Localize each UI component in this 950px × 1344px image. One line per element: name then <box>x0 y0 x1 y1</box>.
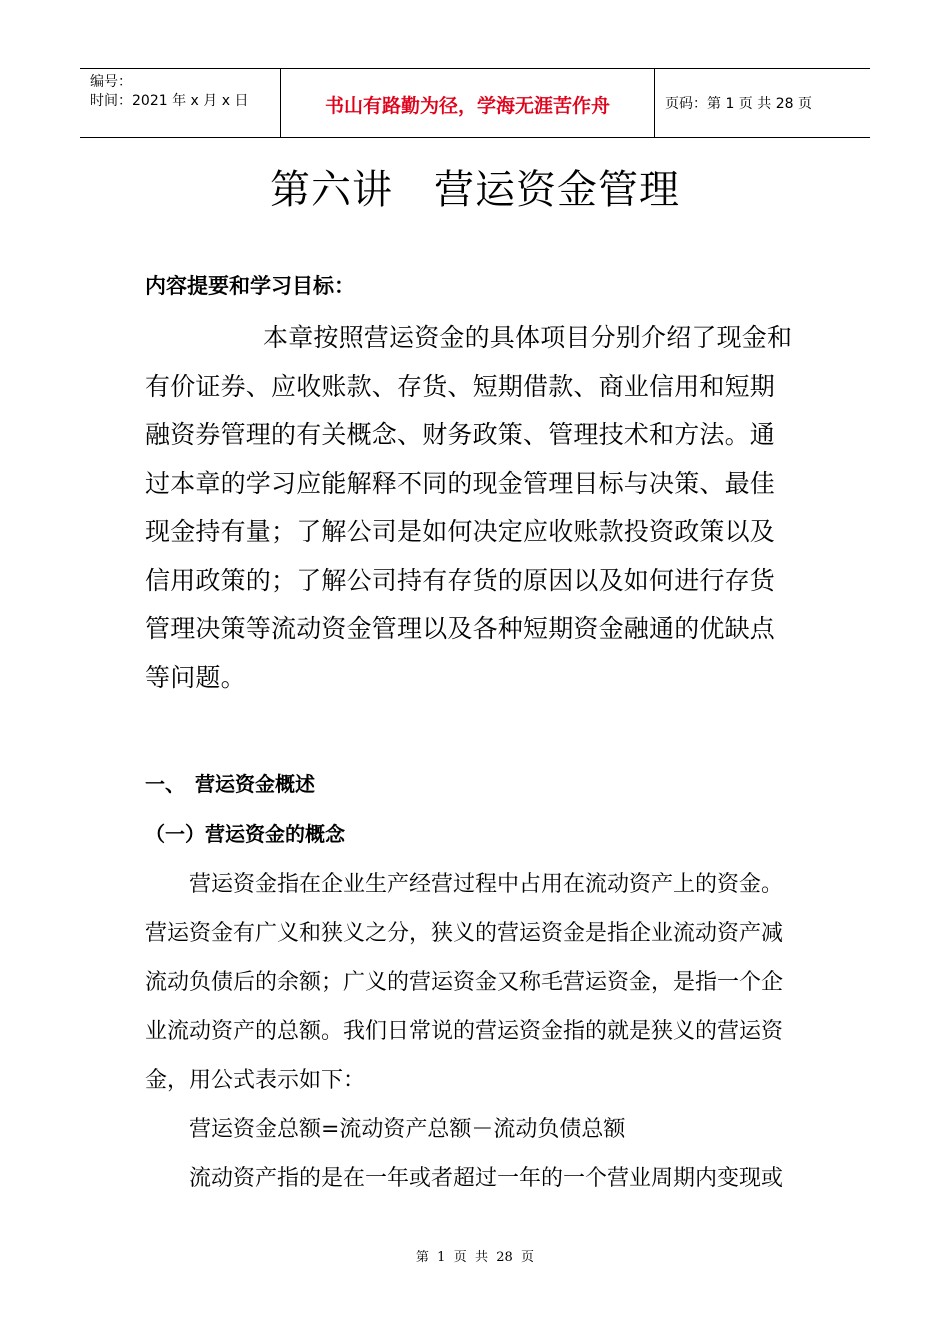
summary-line: 现金持有量；了解公司是如何决定应收账款投资政策以及 <box>145 517 776 546</box>
header-table <box>80 68 870 138</box>
header-info-cell <box>80 69 281 137</box>
number-label: 编号： <box>90 74 132 90</box>
page-label: 页码：第 1 页 共 28 页 <box>665 96 812 112</box>
subsection-heading: （一）营运资金的概念 <box>145 822 345 846</box>
summary-line: 过本章的学习应能解释不同的现金管理目标与决策、最佳 <box>145 468 776 498</box>
body-line: 营运资金有广义和狭义之分，狭义的营运资金是指企业流动资产减 <box>145 921 784 946</box>
summary-line: 等问题。 <box>145 662 246 692</box>
time-label: 时间：2021 年 x 月 x 日 <box>90 93 249 109</box>
body-line: 业流动资产的总额。我们日常说的营运资金指的就是狭义的营运资 <box>145 1019 784 1044</box>
body-line: 流动资产指的是在一年或者超过一年的一个营业周期内变现或 <box>189 1166 784 1191</box>
summary-line: 管理决策等流动资金管理以及各种短期资金融通的优缺点 <box>145 614 776 643</box>
document-title: 第六讲 营运资金管理 <box>270 167 680 213</box>
body-line: 流动负债后的余额；广义的营运资金又称毛营运资金，是指一个企 <box>145 970 784 995</box>
header-motto-cell <box>281 69 655 137</box>
formula-line: 营运资金总额=流动资产总额－流动负债总额 <box>189 1117 626 1142</box>
summary-line: 有价证券、应收账款、存货、短期借款、商业信用和短期 <box>145 371 776 401</box>
summary-line: 融资券管理的有关概念、财务政策、管理技术和方法。通 <box>145 420 776 449</box>
summary-line: 本章按照营运资金的具体项目分别介绍了现金和 <box>263 323 793 352</box>
motto-text: 书山有路勤为径，学海无涯苦作舟 <box>324 95 610 117</box>
body-line: 营运资金指在企业生产经营过程中占用在流动资产上的资金。 <box>189 872 784 897</box>
summary-paragraph <box>145 314 815 702</box>
summary-heading: 内容提要和学习目标： <box>145 274 355 298</box>
summary-line: 信用政策的；了解公司持有存货的原因以及如何进行存货 <box>145 565 776 595</box>
body-line: 金，用公式表示如下： <box>145 1068 366 1093</box>
page-footer: 第 1 页 共 28 页 <box>415 1250 535 1265</box>
body-paragraph <box>145 860 825 1203</box>
section-heading: 一、 营运资金概述 <box>145 772 315 796</box>
header-page-cell <box>655 69 870 137</box>
